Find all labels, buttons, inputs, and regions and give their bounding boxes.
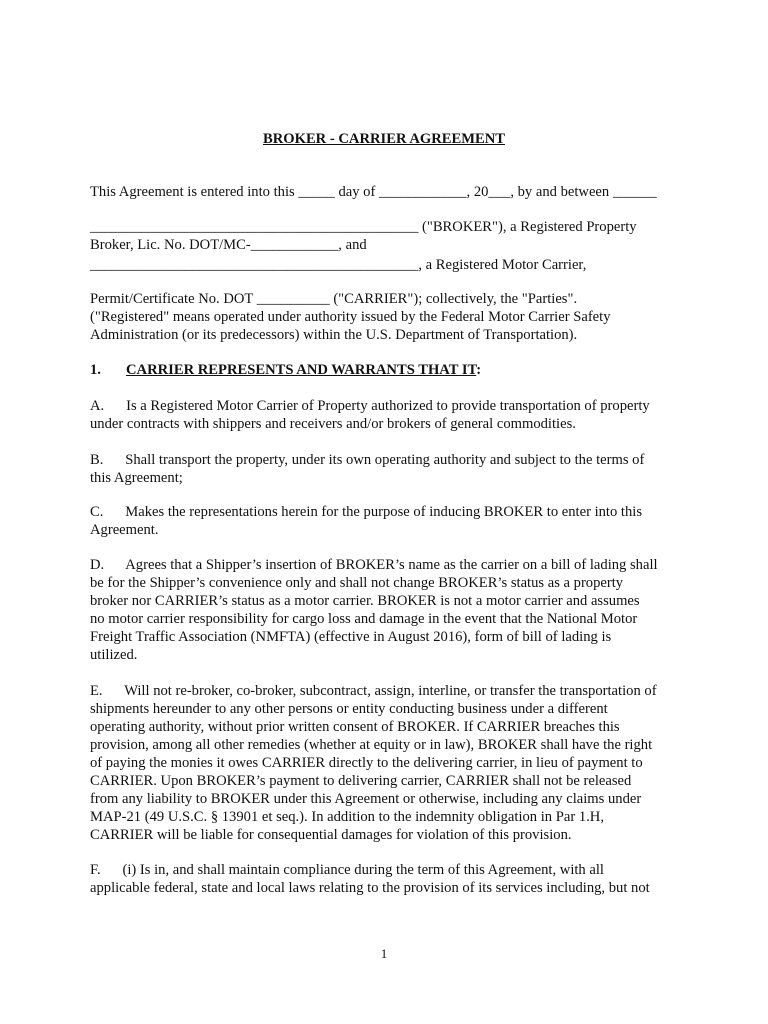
paragraph-line: provision, among all other remedies (whether at equity or in law), BROKER shall have the right (90, 737, 653, 753)
permit-paragraph (90, 290, 680, 344)
paragraph-line: of paying the monies it owes CARRIER directly to the delivering carrier, in lieu of payment to (90, 755, 643, 771)
paragraph-line: from any liability to BROKER under this Agreement or otherwise, including any claims under (90, 791, 642, 807)
item-a (90, 397, 680, 433)
document-title: BROKER - CARRIER AGREEMENT (262, 131, 506, 147)
paragraph-line: B. Shall transport the property, under its own operating authority and subject to the terms of (90, 452, 645, 468)
section-1-heading (90, 361, 481, 379)
section-colon: : (476, 362, 482, 378)
paragraph-line: Administration (or its predecessors) within the U.S. Department of Transportation). (90, 327, 578, 343)
paragraph-line: CARRIER. Upon BROKER’s payment to delivering carrier, CARRIER shall not be released (90, 773, 632, 789)
paragraph-line: D. Agrees that a Shipper’s insertion of BROKER’s name as the carrier on a bill of lading shall (90, 557, 658, 573)
item-c (90, 503, 680, 539)
paragraph-line: broker nor CARRIER’s status as a motor carrier. BROKER is not a motor carrier and assumes (90, 593, 640, 609)
intro-line-4: _____________________________________________, a Registered Motor Carrier, (90, 257, 587, 273)
paragraph-line: applicable federal, state and local laws relating to the provision of its services including, but not (90, 880, 650, 896)
section-title: CARRIER REPRESENTS AND WARRANTS THAT IT (126, 362, 477, 378)
paragraph-line: E. Will not re-broker, co-broker, subcontract, assign, interline, or transfer the transportation of (90, 683, 657, 699)
paragraph-line: F. (i) Is in, and shall maintain compliance during the term of this Agreement, with all (90, 862, 604, 878)
intro-line-1: This Agreement is entered into this _____ day of ____________, 20___, by and between ______ (90, 184, 657, 200)
paragraph-line: shipments hereunder to any other persons or entity conducting business under a different (90, 701, 608, 717)
paragraph-line: A. Is a Registered Motor Carrier of Property authorized to provide transportation of property (90, 398, 650, 414)
paragraph-line: Freight Traffic Association (NMFTA) (effective in August 2016), form of bill of lading is (90, 629, 612, 645)
paragraph-line: this Agreement; (90, 470, 183, 486)
paragraph-line: C. Makes the representations herein for the purpose of inducing BROKER to enter into this (90, 504, 643, 520)
paragraph-line: under contracts with shippers and receivers and/or brokers of general commodities. (90, 416, 576, 432)
paragraph-line: Agreement. (90, 522, 159, 538)
item-f (90, 861, 680, 897)
paragraph-line: utilized. (90, 647, 138, 663)
paragraph-line: be for the Shipper’s convenience only and shall not change BROKER’s status as a property (90, 575, 624, 591)
item-e (90, 682, 680, 844)
paragraph-line: Permit/Certificate No. DOT __________ ("CARRIER"); collectively, the "Parties". (90, 291, 578, 307)
item-b (90, 451, 680, 487)
paragraph-line: CARRIER will be liable for consequential damages for violation of this provision. (90, 827, 572, 843)
paragraph-line: ("Registered" means operated under authority issued by the Federal Motor Carrier Safety (90, 309, 611, 325)
paragraph-line: no motor carrier responsibility for cargo loss and damage in the event that the National Motor (90, 611, 638, 627)
page-number: 1 (380, 946, 388, 961)
section-number: 1. (90, 362, 101, 378)
paragraph-line: MAP-21 (49 U.S.C. § 13901 et seq.). In addition to the indemnity obligation in Par 1.H, (90, 809, 604, 825)
item-d (90, 556, 680, 664)
intro-line-2: _____________________________________________ ("BROKER"), a Registered Property (90, 219, 637, 235)
intro-line-3: Broker, Lic. No. DOT/MC-____________, and (90, 237, 367, 253)
paragraph-line: operating authority, without prior written consent of BROKER. If CARRIER breaches this (90, 719, 620, 735)
